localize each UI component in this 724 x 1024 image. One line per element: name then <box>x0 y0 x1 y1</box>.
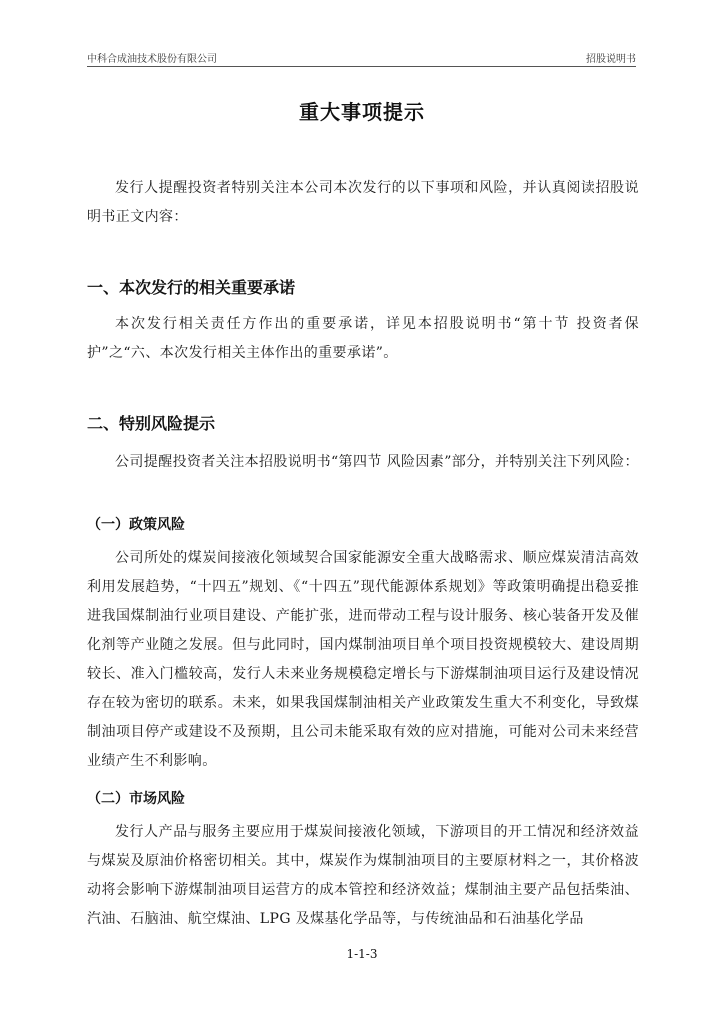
subsection-market-risk-heading: （二）市场风险 <box>87 791 185 807</box>
section2-paragraph: 公司提醒投资者关注本招股说明书“第四节 风险因素”部分，并特别关注下列风险： <box>115 454 639 470</box>
market-risk-paragraph: 发行人产品与服务主要应用于煤炭间接液化领域，下游项目的开工情况和经济效益与煤炭及原油价格密切相关。其中，煤炭作为煤制油项目的主要原材料之一，其价格波动将会影响下游煤制油项目运营方的成本管控和经济效益；煤制油主要产品包括柴油、汽油、石脑油、航空煤油、LPG 及煤基化学品等，与传统油品和石油基化学品 <box>87 824 639 927</box>
intro-paragraph: 发行人提醒投资者特别关注本公司本次发行的以下事项和风险，并认真阅读招股说明书正文内容： <box>87 180 639 225</box>
page-title: 重大事项提示 <box>299 100 425 124</box>
section1-paragraph: 本次发行相关责任方作出的重要承诺，详见本招股说明书“第十节 投资者保护”之“六、本次发行相关主体作出的重要承诺”。 <box>87 316 639 361</box>
intro-block <box>87 174 639 232</box>
section1-heading: 一、本次发行的相关重要承诺 <box>87 278 296 297</box>
section2-heading: 二、特别风险提示 <box>87 414 216 433</box>
market-risk-block <box>87 818 639 934</box>
section2-block <box>87 448 639 477</box>
subsection-policy-risk-heading: （一）政策风险 <box>87 517 185 533</box>
section1-block <box>87 310 639 368</box>
header-document-type: 招股说明书 <box>586 54 636 65</box>
header-divider <box>87 66 636 67</box>
page-number: 1-1-3 <box>346 947 378 961</box>
policy-risk-paragraph: 公司所处的煤炭间接液化领域契合国家能源安全重大战略需求、顺应煤炭清洁高效利用发展趋势，“十四五”规划、《“十四五”现代能源体系规划》等政策明确提出稳妥推进我国煤制油行业项目建设、产能扩张，进而带动工程与设计服务、核心装备开发及催化剂等产业随之发展。但与此同时，国内煤制油项目单个项目投资规模较大、建设周期较长、准入门槛较高，发行人未来业务规模稳定增长与下游煤制油项目运行及建设情况存在较为密切的联系。未来，如果我国煤制油相关产业政策发生重大不利变化，导致煤制油项目停产或建设不及预期，且公司未能采取有效的应对措施，可能对公司未来经营业绩产生不利影响。 <box>87 550 639 769</box>
header-company-name: 中科合成油技术股份有限公司 <box>87 54 217 65</box>
policy-risk-block <box>87 544 639 776</box>
